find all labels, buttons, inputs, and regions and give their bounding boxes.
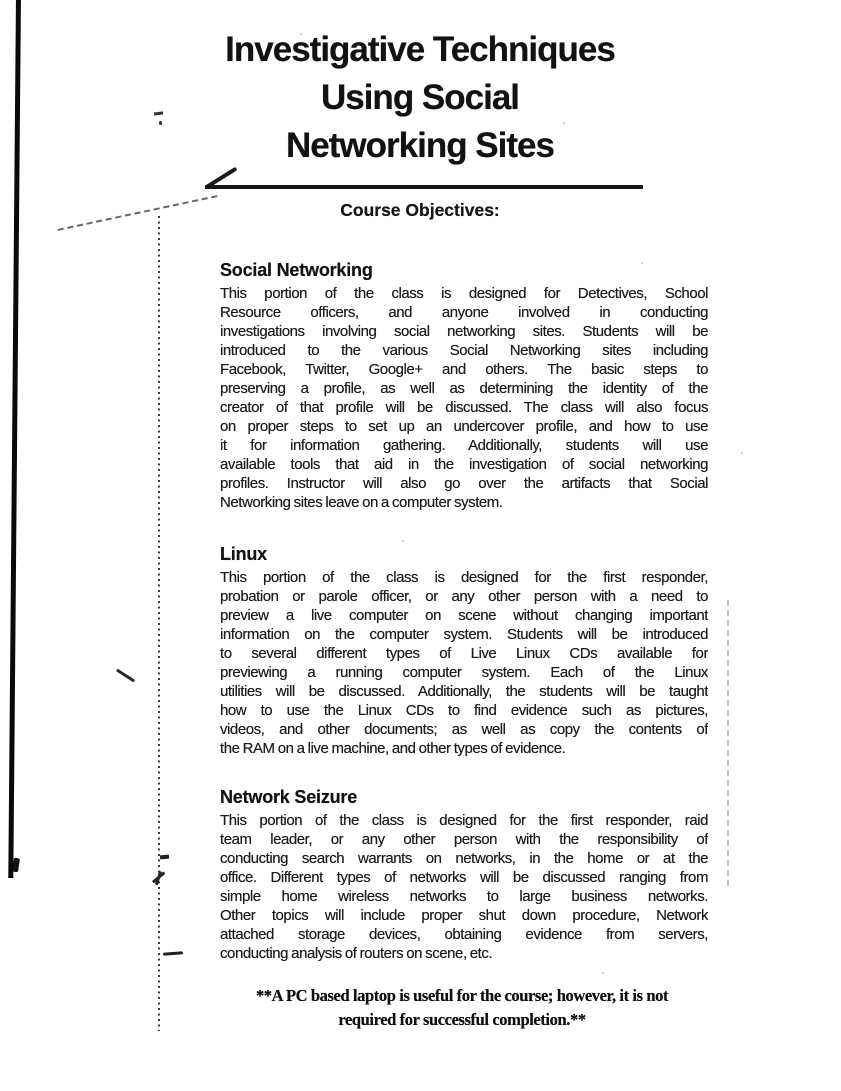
body-line: the RAM on a live machine, and other types of evidence. — [220, 740, 566, 757]
section-heading: Social Networking — [220, 260, 373, 280]
section-social-networking — [220, 259, 708, 512]
body-line: videos, and other documents; as well as copy the contents of — [220, 721, 708, 738]
body-line: attached storage devices, obtaining evidence from servers, — [220, 926, 708, 943]
dotted-margin-line — [158, 216, 160, 1031]
body-line: preserving a profile, as well as determining the identity of the — [220, 380, 708, 397]
pen-mark-tiny-dot — [159, 121, 162, 125]
body-line: previewing a running computer system. Each of the Linux — [220, 664, 708, 681]
body-line: to several different types of Live Linux CDs available for — [220, 645, 708, 662]
body-line: office. Different types of networks will be discussed ranging from — [220, 869, 708, 886]
pen-mark-squiggle — [163, 951, 183, 955]
body-line: profiles. Instructor will also go over the artifacts that Social — [220, 475, 708, 492]
body-line: utilities will be discussed. Additionally, the students will be taught — [220, 683, 708, 700]
body-line: on proper steps to set up an undercover profile, and how to use — [220, 418, 708, 435]
pen-mark-margin-dash — [160, 855, 169, 860]
laptop-requirement-note — [216, 984, 708, 1032]
pen-mark-backslash — [116, 669, 135, 683]
body-line: Facebook, Twitter, Google+ and others. The basic steps to — [220, 361, 708, 378]
body-line: information on the computer system. Students will be introduced — [220, 626, 708, 643]
pen-mark-tiny-dash — [154, 111, 163, 115]
body-line: team leader, or any other person with the responsibility of — [220, 831, 708, 848]
body-line: conducting analysis of routers on scene, etc. — [220, 945, 493, 962]
body-line: This portion of the class is designed for the first responder, — [220, 569, 708, 586]
subtitle-course-objectives: Course Objectives: — [340, 200, 500, 220]
section-network-seizure — [220, 786, 708, 963]
body-line: how to use the Linux CDs to find evidence such as pictures, — [220, 702, 708, 719]
body-line: probation or parole officer, or any other person with a need to — [220, 588, 708, 605]
body-line: available tools that aid in the investigation of social networking — [220, 456, 708, 473]
body-line: conducting search warrants on networks, in the home or at the — [220, 850, 708, 867]
document-title — [170, 26, 670, 170]
body-line: preview a live computer on scene without changing important — [220, 607, 708, 624]
scan-speck — [602, 972, 604, 974]
section-heading: Linux — [220, 544, 267, 564]
title-line-2: Using Social — [320, 78, 520, 117]
body-line: introduced to the various Social Networking sites including — [220, 342, 708, 359]
section-linux — [220, 543, 708, 758]
footer-line-1: **A PC based laptop is useful for the course; however, it is not — [255, 986, 669, 1005]
body-line: This portion of the class is designed for the first responder, raid — [220, 812, 708, 829]
footer-line-2: required for successful completion.** — [338, 1010, 586, 1029]
scan-speck — [741, 452, 743, 454]
left-scan-bar-foot — [12, 858, 20, 873]
body-line: Networking sites leave on a computer system. — [220, 494, 503, 511]
body-line: Resource officers, and anyone involved in conducting — [220, 304, 708, 321]
title-line-1: Investigative Techniques — [225, 30, 615, 69]
scan-speck — [402, 540, 404, 542]
left-scan-bar — [8, 0, 21, 878]
right-faint-line — [727, 600, 729, 888]
body-line: it for information gathering. Additionally, students will use — [220, 437, 708, 454]
body-line: creator of that profile will be discussed. The class will also focus — [220, 399, 708, 416]
body-line: This portion of the class is designed for Detectives, School — [220, 285, 708, 302]
body-line: investigations involving social networking sites. Students will be — [220, 323, 708, 340]
body-line: Other topics will include proper shut down procedure, Network — [220, 907, 708, 924]
title-line-3: Networking Sites — [286, 126, 554, 165]
body-line: simple home wireless networks to large business networks. — [220, 888, 708, 905]
title-divider-rule — [205, 185, 643, 189]
section-heading: Network Seizure — [220, 787, 358, 807]
